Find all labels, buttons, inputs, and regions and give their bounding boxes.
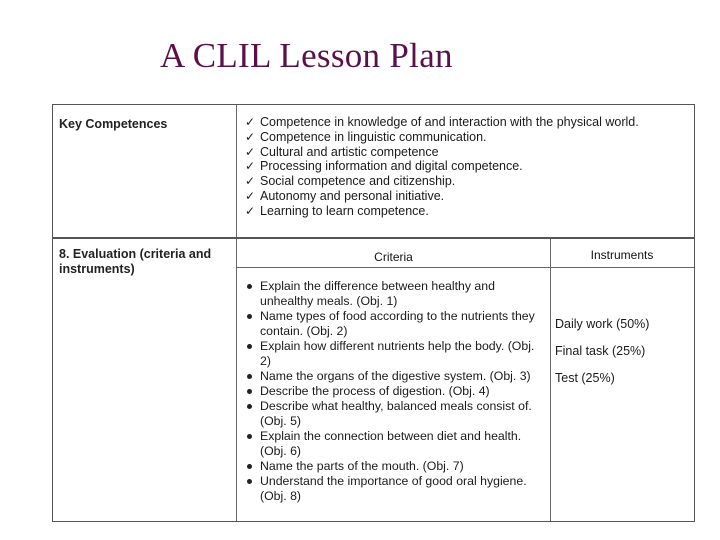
criteria-item: Describe what healthy, balanced meals consist of. (Obj. 5) xyxy=(243,399,548,429)
key-competences-row xyxy=(53,105,694,239)
checkmark-icon: ✓ xyxy=(245,203,256,218)
lesson-plan-table xyxy=(52,104,695,522)
criteria-item: Describe the process of digestion. (Obj. 4) xyxy=(243,384,548,399)
checkmark-icon: ✓ xyxy=(245,129,256,144)
criteria-list xyxy=(243,279,548,504)
criteria-item: Name the parts of the mouth. (Obj. 7) xyxy=(243,459,548,474)
criteria-item: Name types of food according to the nutrients they contain. (Obj. 2) xyxy=(243,309,548,339)
criteria-item: Explain the connection between diet and health. (Obj. 6) xyxy=(243,429,548,459)
criteria-item: Name the organs of the digestive system. (Obj. 3) xyxy=(243,369,548,384)
instrument-item: Final task (25%) xyxy=(555,344,646,358)
column-divider xyxy=(550,239,551,521)
criteria-item: Explain how different nutrients help the body. (Obj. 2) xyxy=(243,339,548,369)
criteria-item: Understand the importance of good oral hygiene. (Obj. 8) xyxy=(243,474,548,504)
instrument-item: Daily work (50%) xyxy=(555,317,650,331)
checkmark-icon: ✓ xyxy=(245,115,256,129)
checkmark-icon: ✓ xyxy=(245,188,256,203)
checkmark-icon: ✓ xyxy=(245,144,256,159)
instrument-item: Test (25%) xyxy=(555,371,615,385)
competence-item: ✓ Cultural and artistic competence xyxy=(245,144,439,159)
instruments-list xyxy=(555,311,693,392)
criteria-item: Explain the difference between healthy and unhealthy meals. (Obj. 1) xyxy=(243,279,548,309)
instruments-header: Instruments xyxy=(550,239,694,268)
competence-item: ✓ Autonomy and personal initiative. xyxy=(245,188,445,203)
competence-item: ✓ Competence in knowledge of and interaction with the physical world. xyxy=(245,115,639,129)
slide-title: A CLIL Lesson Plan xyxy=(160,36,453,75)
checkmark-icon: ✓ xyxy=(245,159,256,174)
key-competences-label: Key Competences xyxy=(59,117,168,131)
competence-item: ✓ Learning to learn competence. xyxy=(245,203,429,218)
column-divider xyxy=(236,239,237,521)
criteria-header: Criteria xyxy=(237,239,550,268)
competence-item: ✓ Competence in linguistic communication. xyxy=(245,129,487,144)
checkmark-icon: ✓ xyxy=(245,174,256,189)
evaluation-row xyxy=(53,239,694,521)
competences-list xyxy=(243,115,691,219)
column-divider xyxy=(236,105,237,237)
competence-item: ✓ Social competence and citizenship. xyxy=(245,174,456,189)
evaluation-label: 8. Evaluation (criteria and instruments) xyxy=(59,247,212,276)
competence-item: ✓ Processing information and digital competence. xyxy=(245,159,523,174)
